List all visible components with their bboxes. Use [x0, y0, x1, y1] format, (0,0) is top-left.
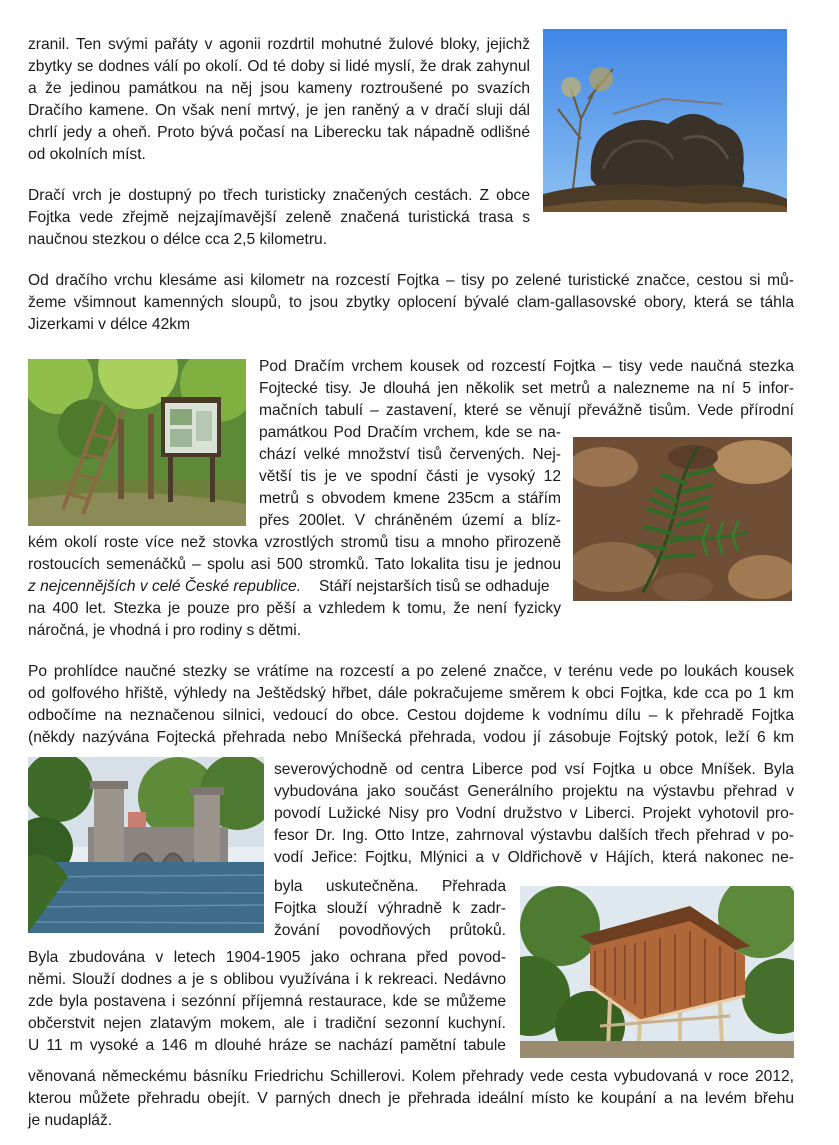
- text-line: vybudována jako součást Generálního projektu na výstavbu přehrad v: [274, 783, 794, 800]
- text-line: němi. Slouží dodnes a je s oblibou využívána i k rekreaci. Nedávno: [28, 971, 506, 988]
- text-line: Stáří nejstarších tisů se odhaduje: [319, 578, 550, 595]
- text-line: věnovaná německému básníku Friedrichu Schillerovi. Kolem přehrady vede cesta vybudovaná v roce 2012,: [28, 1068, 794, 1085]
- text-line: chází velké množství tisů červených. Nej-: [259, 446, 561, 463]
- text-line: U 11 m vysoké a 146 m dlouhé hráze se nachází pamětní tabule: [28, 1037, 506, 1054]
- text-line-italic: z nejcennějších v celé České republice.: [28, 578, 302, 595]
- text-line: Dračí vrch je dostupný po třech turisticky značených cestách. Z obce: [28, 187, 530, 204]
- text-line: metrů s obvodem kmene 235cm a stářím: [259, 490, 561, 507]
- text-line: Fojtka vede zřejmě nejzajímavější zeleně značená turistická trasa s: [28, 209, 530, 226]
- text-line: žování povodňových průtoků.: [274, 922, 506, 939]
- text-line: fesor Dr. Ing. Otto Intze, zahrnoval výstavbu dalších třech přehrad v po-: [274, 827, 794, 844]
- text-line: je nudapláž.: [28, 1112, 113, 1129]
- text-line: (někdy nazývána Fojtecká přehrada nebo Mníšecká přehrada, vodou jí zásobuje Fojtský potok, leží 6 km: [28, 729, 794, 746]
- text-line: zde byla postavena i sezónní příjemná restaurace, kde se můžeme: [28, 993, 506, 1010]
- info-board-photo: [28, 359, 246, 526]
- text-line: kém okolí roste více než stovka vzrostlých stromů tisu a mnoho přirozeně: [28, 534, 561, 551]
- text-line: zbytky se dodnes válí po okolí. Od té doby si lidé myslí, že drak zahynul: [28, 58, 530, 75]
- dam-towers-photo: [28, 757, 264, 933]
- text-line: žeme všimnout kamenných sloupů, to jsou zbytky oplocení bývalé clam-gallasovské obory, která se táhla: [28, 294, 794, 311]
- text-line: rostoucích semenáčků – spolu asi 500 stromků. Tato lokalita tisu je jednou: [28, 556, 561, 573]
- text-line: od golfového hřiště, výhledy na Ještědský hřbet, dále pokračujeme směrem k obci Fojtka, kde cca po 1 km: [28, 685, 794, 702]
- text-line: přes 200let. V chráněném území a blíz-: [259, 512, 561, 529]
- text-line: odbočíme na neznačenou silnici, vedoucí do obce. Cestou dojdeme k vodnímu dílu – k přehradě Fojtka: [28, 707, 794, 724]
- text-line: náročná, je vhodná i pro rodiny s dětmi.: [28, 622, 302, 639]
- restaurant-photo: [520, 886, 794, 1058]
- text-line: občerstvit nejen zlatavým mokem, ale i tradiční sezonní kuchyní.: [28, 1015, 506, 1032]
- text-line: na 400 let. Stezka je pouze pro pěší a vzhledem k tomu, že není fyzicky: [28, 600, 561, 617]
- text-line: mačních tabulí – zastavení, které se věnují převážně tisům. Vede přírodní: [259, 402, 794, 419]
- text-line: zranil. Ten svými pařáty v agonii rozdrtil mohutné žulové bloky, jejichž: [28, 36, 530, 53]
- text-line: Fojtecké tisy. Je dlouhá jen několik set metrů a nalezneme na ní 5 infor-: [259, 380, 794, 397]
- text-line: Po prohlídce naučné stezky se vrátíme na rozcestí a po zelené značce, v terénu vede po loukách kousek: [28, 663, 794, 680]
- text-line: Dračího kamene. On však není mrtvý, je jen raněný a v dračí sluji dál: [28, 102, 530, 119]
- text-line: vodí Jeřice: Fojtku, Mlýnici a v Oldřichově v Hájích, která nakonec ne-: [274, 849, 794, 866]
- yew-branch-photo: [573, 437, 792, 601]
- dragon-rock-photo: [543, 29, 787, 212]
- text-line: Jizerkami v délce 42km: [28, 316, 191, 333]
- text-line: byla uskutečněna. Přehrada: [274, 878, 506, 895]
- text-line: Od dračího vrchu klesáme asi kilometr na rozcestí Fojtka – tisy po zelené turistické značce, cestou si mů-: [28, 272, 794, 289]
- text-line: povodí Lužické Nisy pro Vodní družstvo v Liberci. Projekt vyhotovil pro-: [274, 805, 794, 822]
- text-line: větší tis je ve spodní části je vysoký 12: [259, 468, 561, 485]
- text-line: Byla zbudována v letech 1904-1905 jako ochrana před povod-: [28, 949, 506, 966]
- text-line: chrlí jedy a oheň. Proto bývá počasí na Liberecku tak nápadně odlišné: [28, 124, 530, 141]
- text-line: Fojtka slouží výhradně k zadr-: [274, 900, 506, 917]
- text-line: severovýchodně od centra Liberce pod vsí Fojtka u obce Mníšek. Byla: [274, 761, 794, 778]
- text-line: Pod Dračím vrchem kousek od rozcestí Fojtka – tisy vede naučná stezka: [259, 358, 794, 375]
- text-line: památkou Pod Dračím vrchem, kde se na-: [259, 424, 561, 441]
- text-line: naučnou stezkou o délce cca 2,5 kilometru.: [28, 231, 328, 248]
- text-line: a že jedinou památkou na něj jsou kameny roztroušené po svazích: [28, 80, 530, 97]
- text-line: od okolních míst.: [28, 146, 146, 163]
- text-line: kterou můžete přehradu obejít. V parných dnech je přehrada ideální místo ke koupání a na levém břehu: [28, 1090, 794, 1107]
